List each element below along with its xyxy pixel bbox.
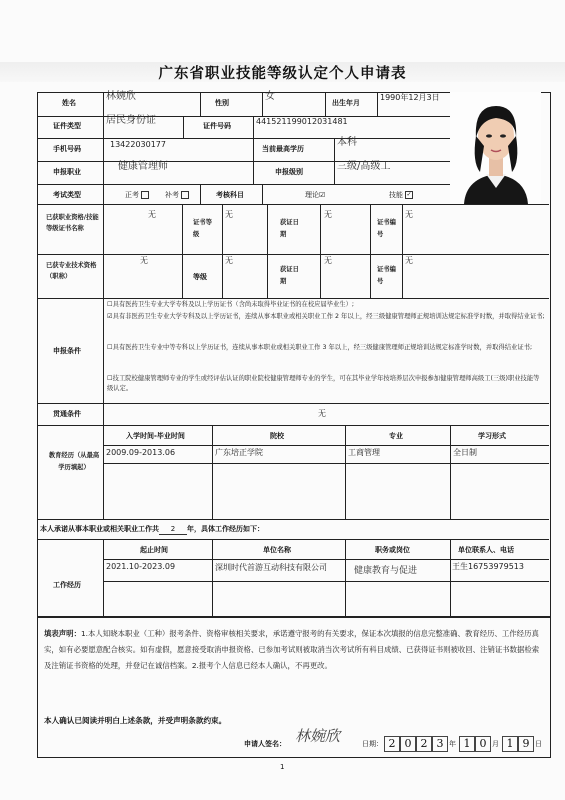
label-edu-history: 教育经历（从最高学历填起） bbox=[48, 452, 100, 471]
value-through: 无 bbox=[318, 409, 326, 418]
label-through: 贯通条件 bbox=[53, 410, 81, 418]
value-id-no: 441521199012031481 bbox=[256, 117, 348, 126]
work-row-time: 2021.10-2023.09 bbox=[106, 562, 176, 571]
edu-header-time: 入学时间-毕业时间 bbox=[126, 432, 185, 440]
date-year-2: 0 bbox=[400, 736, 416, 752]
value-gender: 女 bbox=[265, 91, 275, 102]
cert1-level: 无 bbox=[225, 210, 233, 219]
label-id-type: 证件类型 bbox=[53, 122, 81, 130]
cert2-date: 无 bbox=[324, 256, 332, 265]
date-year-3: 2 bbox=[416, 736, 432, 752]
cert2-no: 无 bbox=[405, 256, 413, 265]
label-edu: 当前最高学历 bbox=[262, 145, 304, 153]
subject-skill-label: 技能 bbox=[389, 191, 403, 199]
work-header-post: 职务或岗位 bbox=[375, 546, 410, 554]
label-conditions: 申报条件 bbox=[53, 347, 81, 355]
page-number: 1 bbox=[280, 763, 285, 771]
portrait-image bbox=[450, 92, 541, 204]
subject-skill-option[interactable] bbox=[389, 190, 413, 200]
label-phone: 手机号码 bbox=[53, 145, 81, 153]
label-cert2-no: 证书编号 bbox=[377, 266, 396, 285]
work-header-contact: 单位联系人、电话 bbox=[458, 546, 514, 554]
label-work: 工作经历 bbox=[53, 581, 81, 589]
label-subject: 考核科目 bbox=[216, 191, 244, 199]
condition-2[interactable]: ☑具有非医药卫生专业大学专科及以上学历证书，连续从事本职业或相关职业工作 2 年以上，经三级健康管理师正规培训达规定标准学时数，并取得结业证书; bbox=[107, 313, 545, 320]
label-cert1-level: 证书等级 bbox=[193, 219, 212, 238]
day-unit: 日 bbox=[535, 740, 542, 748]
label-exam-type: 考试类型 bbox=[53, 191, 81, 199]
exam-normal-label: 正考 bbox=[125, 191, 139, 199]
date-year-1: 2 bbox=[384, 736, 400, 752]
value-phone: 13422030177 bbox=[110, 140, 166, 149]
value-level: 三级/高级工 bbox=[337, 161, 391, 172]
date-year-4: 3 bbox=[432, 736, 448, 752]
form-title: 广东省职业技能等级认定个人申请表 bbox=[158, 66, 407, 82]
edu-row-time: 2009.09-2013.06 bbox=[106, 448, 176, 457]
work-years-before: 本人承诺从事本职业或相关职业工作共 bbox=[40, 525, 159, 533]
exam-makeup-option[interactable] bbox=[165, 190, 189, 200]
work-header-company: 单位名称 bbox=[263, 546, 291, 554]
condition-4[interactable]: ☐技工院校健康管理师专业的学生或经评估认证的职业院校健康管理师专业的学生，可在其毕业学年按培养层次申报参加健康管理师高级工(三级)职业技能等级认定。 bbox=[107, 375, 540, 392]
sign-label: 申请人签名： bbox=[244, 740, 286, 748]
label-cert2-level: 等级 bbox=[193, 273, 207, 281]
work-row-post: 健康教育与促进 bbox=[354, 566, 418, 576]
edu-row-school: 广东培正学院 bbox=[215, 448, 263, 457]
label-gender: 性别 bbox=[215, 99, 229, 107]
label-cert1-no: 证书编号 bbox=[377, 219, 396, 238]
exam-makeup-label: 补考 bbox=[165, 191, 179, 199]
declaration-confirm: 本人确认已阅读并明白上述条款，并受声明条款约束。 bbox=[44, 716, 227, 725]
exam-normal-checkbox[interactable] bbox=[141, 191, 149, 199]
value-edu: 本科 bbox=[337, 137, 357, 148]
value-name: 林婉欣 bbox=[106, 91, 136, 102]
value-job: 健康管理师 bbox=[118, 161, 168, 172]
label-cert1-date: 获证日期 bbox=[280, 219, 299, 238]
date-month-2: 0 bbox=[475, 736, 491, 752]
label-level: 申报级别 bbox=[275, 168, 303, 176]
cert2-name: 无 bbox=[140, 256, 148, 265]
cert1-date: 无 bbox=[324, 210, 332, 219]
work-years-value: 2 bbox=[159, 524, 187, 535]
month-unit: 月 bbox=[492, 740, 499, 748]
edu-header-form: 学习形式 bbox=[478, 432, 506, 440]
condition-3[interactable]: ☐具有医药卫生专业中等专科以上学历证书，连续从事本职业或相关职业工作 3 年以上，经三级健康管理师正规培训达规定标准学时数，并取得结业证书; bbox=[107, 344, 533, 351]
declaration-body: 1.本人知晓本职业（工种）报考条件、资格审核相关要求，承诺遵守报考的有关要求，保证本次填报的信息完整准确、教育经历、工作经历真实，如有必要愿意配合核实。如有虚假，愿意接受取消申报资格、已参加考试则被取消当次考试所有科目成绩、已获得证书则被收回、注销证书数据检索及注销证书资格的处理，并登记在诚信档案。2.报考个人信息已经本人确认，不再更改。 bbox=[44, 629, 540, 670]
cert1-name: 无 bbox=[148, 210, 156, 219]
label-birth: 出生年月 bbox=[332, 99, 360, 107]
date-day-1: 1 bbox=[502, 736, 518, 752]
date-day-2: 9 bbox=[518, 736, 534, 752]
exam-normal-option[interactable] bbox=[125, 190, 149, 200]
cert1-no: 无 bbox=[405, 210, 413, 219]
label-job: 申报职业 bbox=[53, 168, 81, 176]
label-name: 姓名 bbox=[62, 99, 76, 107]
work-row-company: 深圳时代首游互动科技有限公司 bbox=[215, 563, 327, 572]
subject-skill-checkbox[interactable]: ✓ bbox=[406, 191, 412, 198]
work-years-after: 年，具体工作经历如下： bbox=[187, 525, 264, 533]
edu-header-major: 专业 bbox=[389, 432, 403, 440]
subject-theory[interactable]: 理论☑ bbox=[305, 191, 326, 199]
value-id-type: 居民身份证 bbox=[106, 115, 156, 126]
date-label: 日期： bbox=[362, 740, 383, 748]
edu-row-form: 全日制 bbox=[453, 448, 477, 457]
declaration-head: 填表声明： bbox=[44, 629, 81, 638]
edu-row-major: 工商管理 bbox=[348, 448, 380, 457]
date-month-1: 1 bbox=[459, 736, 475, 752]
cert2-level: 无 bbox=[225, 256, 233, 265]
label-cert1: 已获职业资格/技能等级证书名称 bbox=[46, 214, 99, 232]
applicant-photo bbox=[450, 92, 541, 204]
label-id-no: 证件号码 bbox=[203, 122, 231, 130]
declaration-text bbox=[44, 626, 544, 674]
year-unit: 年 bbox=[449, 740, 456, 748]
applicant-signature: 林婉欣 bbox=[295, 727, 341, 745]
label-cert2-date: 获证日期 bbox=[280, 266, 299, 285]
value-birth: 1990年12月3日 bbox=[380, 93, 440, 102]
label-cert2: 已获专业技术资格（职称） bbox=[46, 262, 97, 280]
edu-header-school: 院校 bbox=[270, 432, 284, 440]
work-row-contact: 王生16753979513 bbox=[452, 562, 524, 571]
work-years-line bbox=[40, 524, 264, 535]
condition-1[interactable]: ☐具有医药卫生专业大学专科及以上学历证书（含尚未取得毕业证书的在校应届毕业生）; bbox=[107, 301, 355, 308]
work-header-time: 起止时间 bbox=[140, 546, 168, 554]
exam-makeup-checkbox[interactable] bbox=[181, 191, 189, 199]
